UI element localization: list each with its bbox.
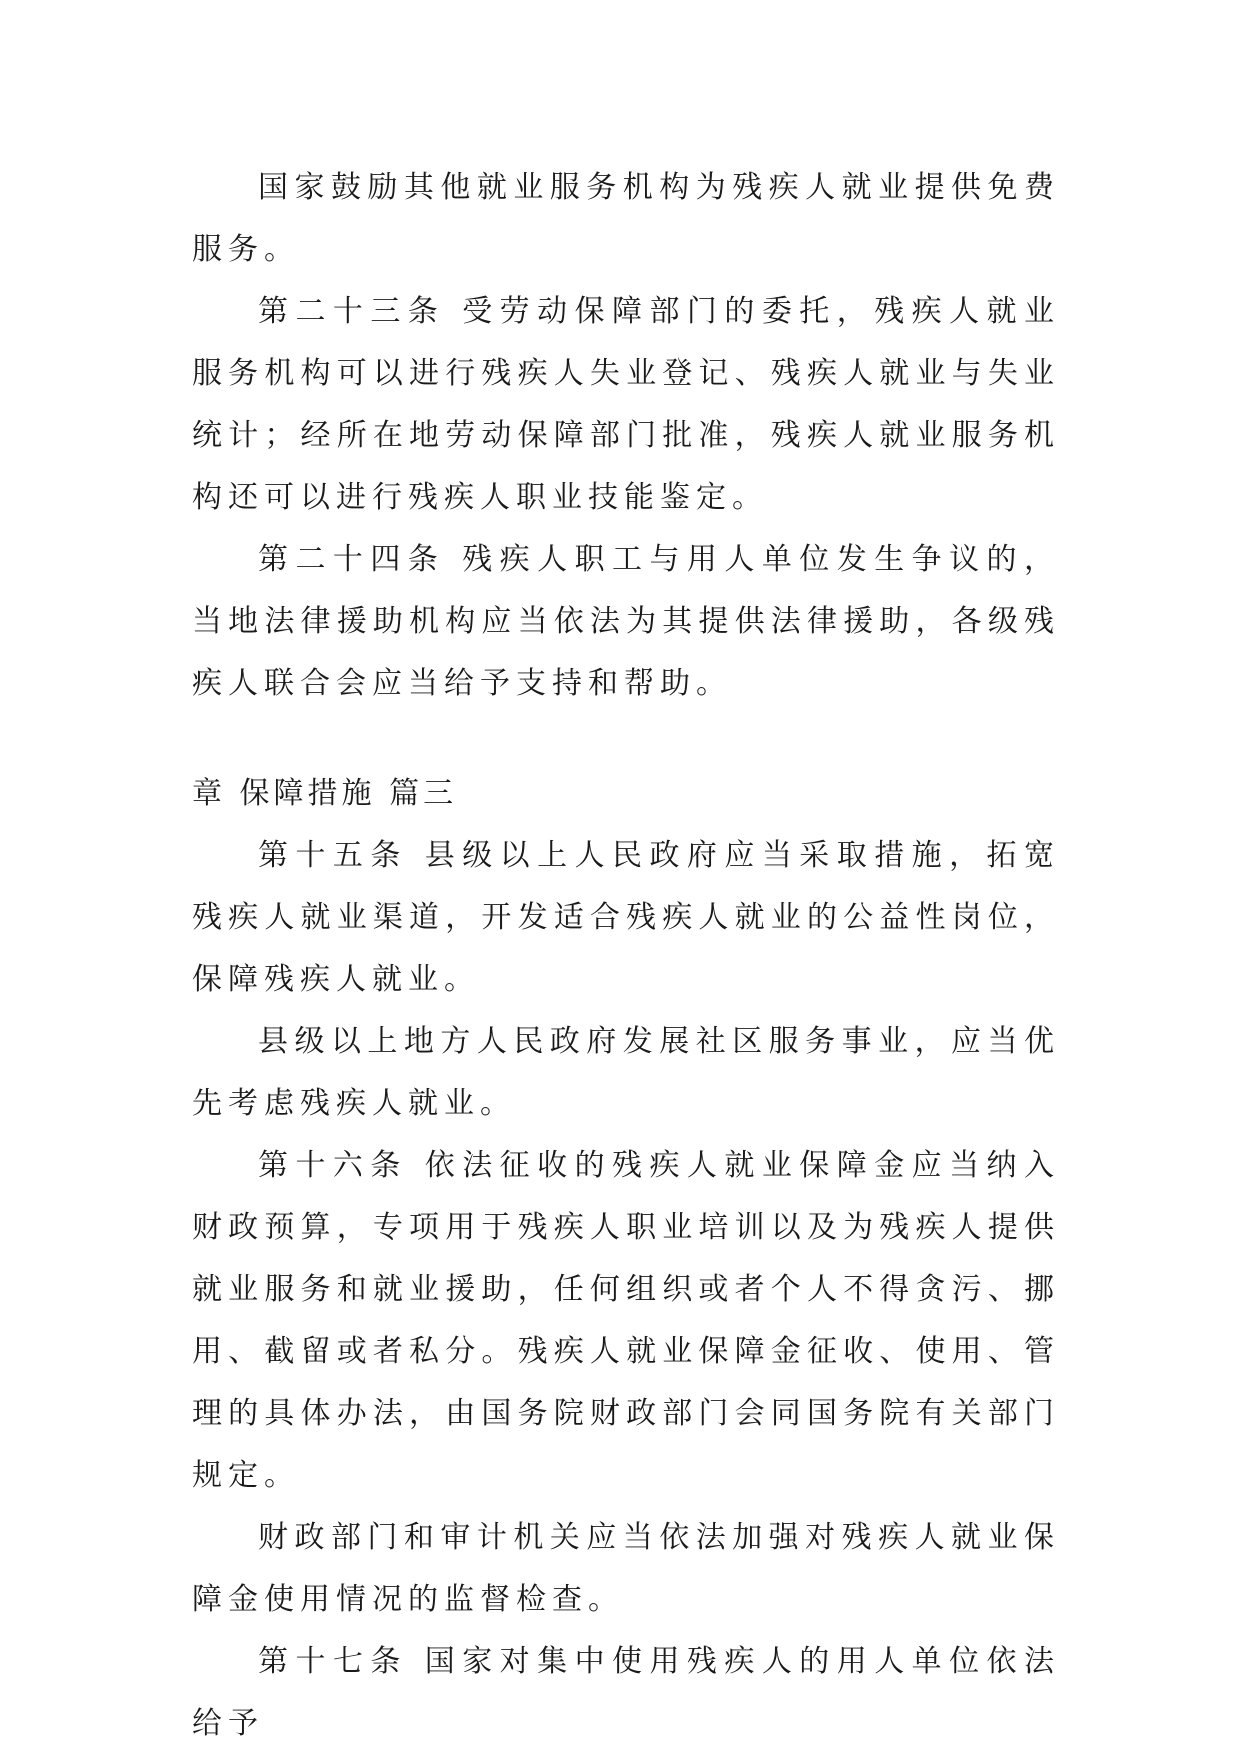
paragraph-article-23: 第二十三条 受劳动保障部门的委托，残疾人就业服务机构可以进行残疾人失业登记、残疾人就业与失业统计；经所在地劳动保障部门批准，残疾人就业服务机构还可以进行残疾人职业技能鉴定。	[192, 294, 1060, 515]
paragraph-article-24: 第二十四条 残疾人职工与用人单位发生争议的，当地法律援助机构应当依法为其提供法律援助，各级残疾人联合会应当给予支持和帮助。	[192, 542, 1060, 701]
paragraph-free-service: 国家鼓励其他就业服务机构为残疾人就业提供免费服务。	[192, 170, 1060, 267]
paragraph-community-service: 县级以上地方人民政府发展社区服务事业，应当优先考虑残疾人就业。	[192, 1024, 1060, 1121]
section-heading: 章 保障措施 篇三	[192, 776, 458, 811]
document-body	[192, 157, 1060, 1755]
paragraph-audit-supervision: 财政部门和审计机关应当依法加强对残疾人就业保障金使用情况的监督检查。	[192, 1520, 1060, 1617]
paragraph-article-15: 第十五条 县级以上人民政府应当采取措施，拓宽残疾人就业渠道，开发适合残疾人就业的公益性岗位，保障残疾人就业。	[192, 838, 1060, 997]
paragraph-article-17: 第十七条 国家对集中使用残疾人的用人单位依法给予	[192, 1644, 1060, 1741]
paragraph-article-16: 第十六条 依法征收的残疾人就业保障金应当纳入财政预算，专项用于残疾人职业培训以及为残疾人提供就业服务和就业援助，任何组织或者个人不得贪污、挪用、截留或者私分。残疾人就业保障金征收、使用、管理的具体办法，由国务院财政部门会同国务院有关部门规定。	[192, 1148, 1060, 1493]
